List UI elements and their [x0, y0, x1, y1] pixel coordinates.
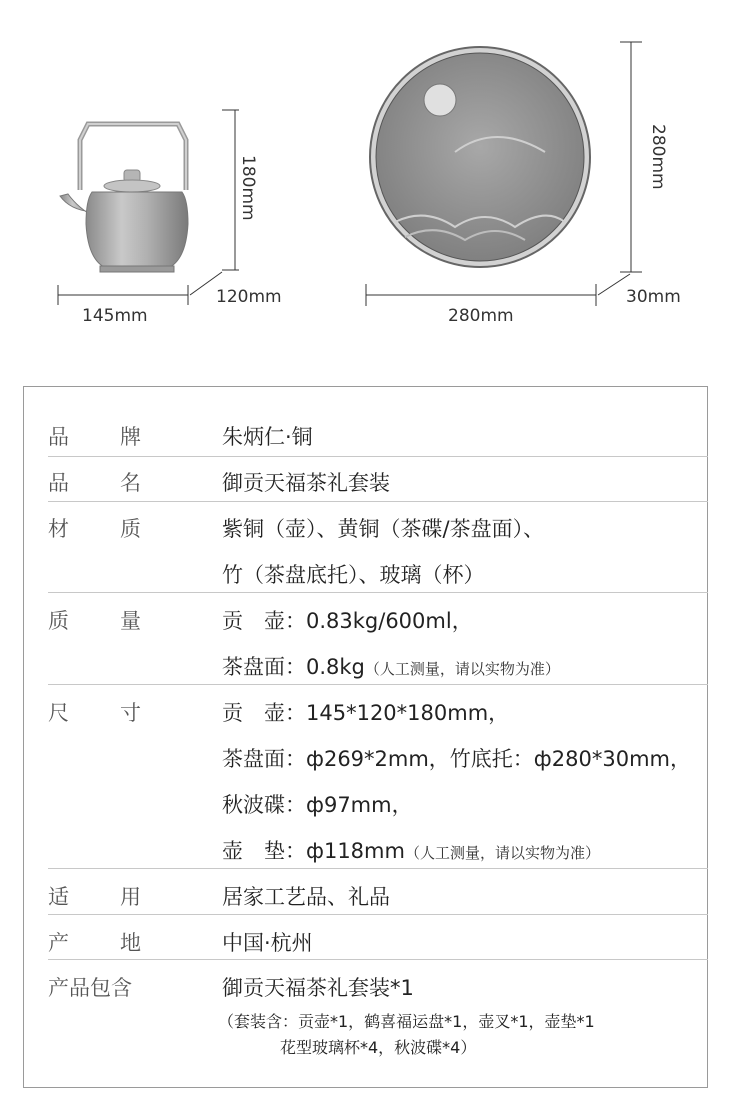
spec-value-size-1: 贡 壶：145*120*180mm， [222, 701, 510, 725]
spec-value-name: 御贡天福茶礼套装 [222, 471, 390, 495]
kettle-width-label: 145mm [82, 306, 148, 326]
tray-dimension-lines [360, 40, 650, 310]
spec-label-package: 产品包含 [48, 976, 132, 1000]
spec-value-origin: 中国·杭州 [222, 931, 313, 955]
spec-value-weight-2: 茶盘面：0.8kg（人工测量，请以实物为准） [222, 655, 560, 679]
spec-value-material-2: 竹（茶盘底托）、玻璃（杯） [222, 563, 485, 587]
kettle-depth-label: 120mm [216, 287, 282, 307]
spec-value-usage: 居家工艺品、礼品 [222, 885, 390, 909]
spec-value-size-4: 壶 垫：ф118mm（人工测量，请以实物为准） [222, 839, 600, 863]
weight-note: （人工测量，请以实物为准） [364, 660, 560, 678]
spec-value-size-3: 秋波碟：ф97mm， [222, 793, 413, 817]
spec-panel: 品 牌 朱炳仁·铜 品 名 御贡天福茶礼套装 材 质 紫铜（壶）、黄铜（茶碟/茶盘面）、 竹（茶盘底托）、玻璃（杯） 质 量 贡 壶：0.83kg/600ml， 茶盘面：0.8kg（人工测量，请以实物为准） 尺 寸 贡 壶：145*120*180mm， 茶盘面：ф269*2mm，竹底托：ф280*30mm， 秋波碟：ф97mm， 壶 垫：ф118mm（人工测量，请以实物为准） 适 用 居家工艺品、礼品 产 地 中国·杭州 产品包含 御贡天福茶礼套装*1 （套装含：贡壶*1，鹤喜福运盘*1，壶叉*1，壶垫*1 花型玻璃杯*4，秋波碟*4） [23, 386, 708, 1088]
spec-value-material-1: 紫铜（壶）、黄铜（茶碟/茶盘面）、 [222, 517, 545, 541]
spec-value-package: 御贡天福茶礼套装*1 [222, 976, 414, 1000]
tray-depth-label: 30mm [626, 287, 681, 307]
kettle-height-label: 180mm [238, 155, 258, 221]
spec-value-size-2: 茶盘面：ф269*2mm，竹底托：ф280*30mm， [222, 747, 691, 771]
tray-height-label: 280mm [648, 124, 668, 190]
package-contents-1: （套装含：贡壶*1，鹤喜福运盘*1，壶叉*1，壶垫*1 [218, 1012, 595, 1031]
spec-value-brand: 朱炳仁·铜 [222, 425, 313, 449]
size-note: （人工测量，请以实物为准） [404, 844, 600, 862]
package-contents-2: 花型玻璃杯*4，秋波碟*4） [280, 1038, 477, 1057]
spec-value-weight-1: 贡 壶：0.83kg/600ml， [222, 609, 473, 633]
kettle-dimension-lines [50, 100, 240, 310]
tray-width-label: 280mm [448, 306, 514, 326]
